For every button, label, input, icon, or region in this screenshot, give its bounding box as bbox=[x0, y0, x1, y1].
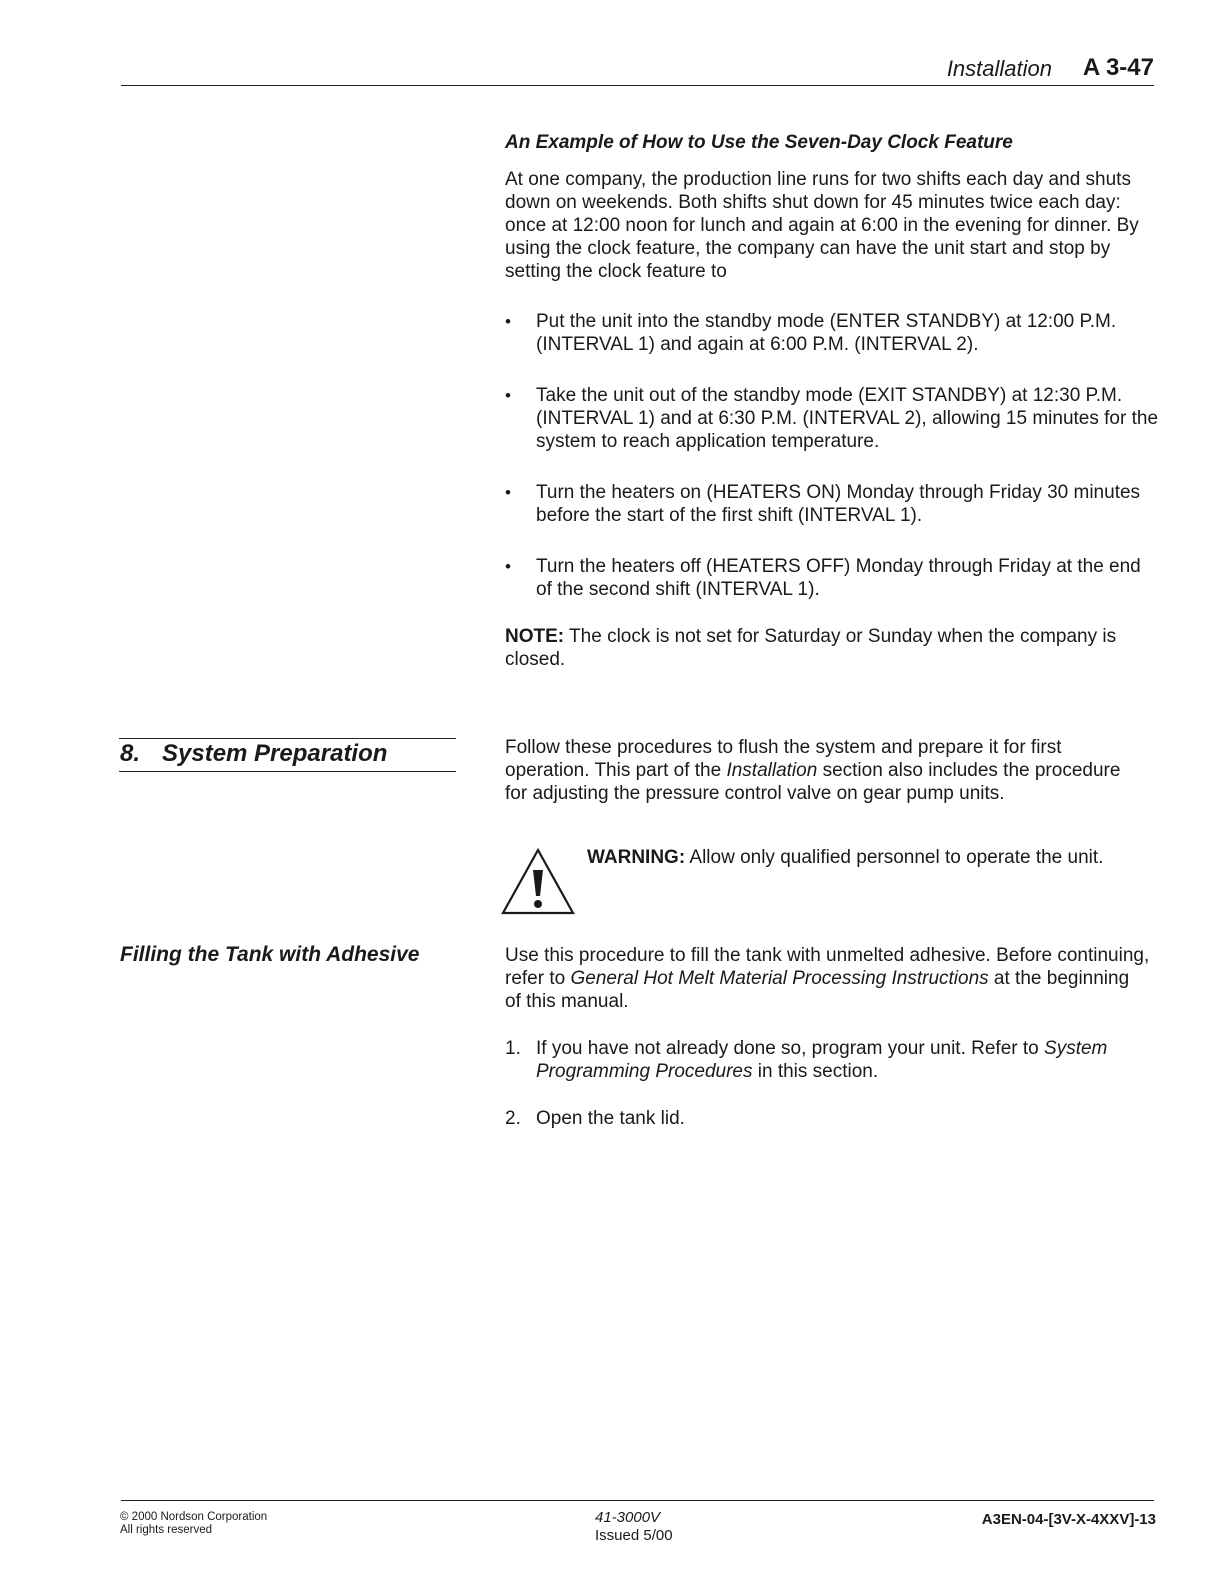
clock-example-intro: At one company, the production line runs for two shifts each day and shuts down on weekends. Both shifts shut down for 45 minutes twice each day: once at 12:00 noon for lunch and again at 6:00 in the evening for dinner. By using the clock feature, the company can have the unit start and stop by setting the clock feature to bbox=[505, 169, 1139, 282]
note-text: The clock is not set for Saturday or Sunday when the company is closed. bbox=[505, 626, 1117, 670]
bullet-icon: • bbox=[505, 312, 511, 331]
bullet-icon: • bbox=[505, 483, 511, 502]
footer-part-number: 41-3000V Issued 5/00 bbox=[595, 1509, 673, 1544]
warning-label: WARNING: bbox=[587, 847, 686, 868]
list-item: 2. Open the tank lid. bbox=[505, 1108, 685, 1129]
step-number: 2. bbox=[505, 1108, 521, 1129]
step-number: 1. bbox=[505, 1038, 521, 1059]
warning-triangle-icon bbox=[500, 846, 576, 916]
list-item: • Turn the heaters off (HEATERS OFF) Monday through Friday at the end of the second shift (INTERVAL 1). bbox=[505, 556, 1141, 600]
subsection-heading-filling-tank: Filling the Tank with Adhesive bbox=[120, 943, 420, 966]
footer-doc-code: A3EN-04-[3V-X-4XXV]-13 bbox=[981, 1511, 1156, 1528]
warning-message bbox=[587, 847, 1103, 869]
list-item: • Take the unit out of the standby mode (EXIT STANDBY) at 12:30 P.M. (INTERVAL 1) and at 6:30 P.M. (INTERVAL 2), allowing 15 minutes for the system to reach application temperature. bbox=[505, 385, 1159, 452]
section-number: 8. bbox=[120, 740, 141, 767]
filling-intro: Use this procedure to fill the tank with unmelted adhesive. Before continuing, refer to General Hot Melt Material Processing Instructions at the beginning of this manual. bbox=[505, 945, 1150, 1012]
clock-example-title: An Example of How to Use the Seven-Day Clock Feature bbox=[505, 132, 1013, 153]
system-prep-text: Follow these procedures to flush the system and prepare it for first operation. This part of the Installation section also includes the procedure for adjusting the pressure control valve on gear pump units. bbox=[505, 737, 1121, 804]
clock-example-bullets bbox=[505, 310, 1160, 601]
clock-example-section bbox=[505, 131, 1160, 671]
section-title: System Preparation bbox=[162, 740, 388, 767]
section-heading-system-preparation bbox=[120, 740, 387, 768]
bullet-icon: • bbox=[505, 557, 511, 576]
header-page-number: A 3-47 bbox=[1082, 54, 1154, 81]
section-rule-bottom bbox=[119, 771, 456, 772]
list-item: 1. If you have not already done so, program your unit. Refer to System Programming Procedures in this section. bbox=[505, 1038, 1108, 1082]
footer-rule bbox=[121, 1500, 1154, 1501]
footer-copyright: © 2000 Nordson Corporation All rights reserved bbox=[120, 1511, 268, 1536]
bullet-icon: • bbox=[505, 386, 511, 405]
filling-section bbox=[505, 944, 1150, 1130]
section-rule-top bbox=[119, 738, 456, 739]
header-rule bbox=[121, 85, 1154, 86]
warning-text: Allow only qualified personnel to operate the unit. bbox=[689, 847, 1104, 868]
header-section-title: Installation bbox=[946, 56, 1052, 81]
list-item: • Turn the heaters on (HEATERS ON) Monday through Friday 30 minutes before the start of the first shift (INTERVAL 1). bbox=[505, 482, 1141, 526]
list-item: • Put the unit into the standby mode (ENTER STANDBY) at 12:00 P.M. (INTERVAL 1) and again at 6:00 P.M. (INTERVAL 2). bbox=[505, 311, 1117, 355]
note-label: NOTE: bbox=[505, 626, 565, 647]
clock-note bbox=[505, 625, 1157, 671]
